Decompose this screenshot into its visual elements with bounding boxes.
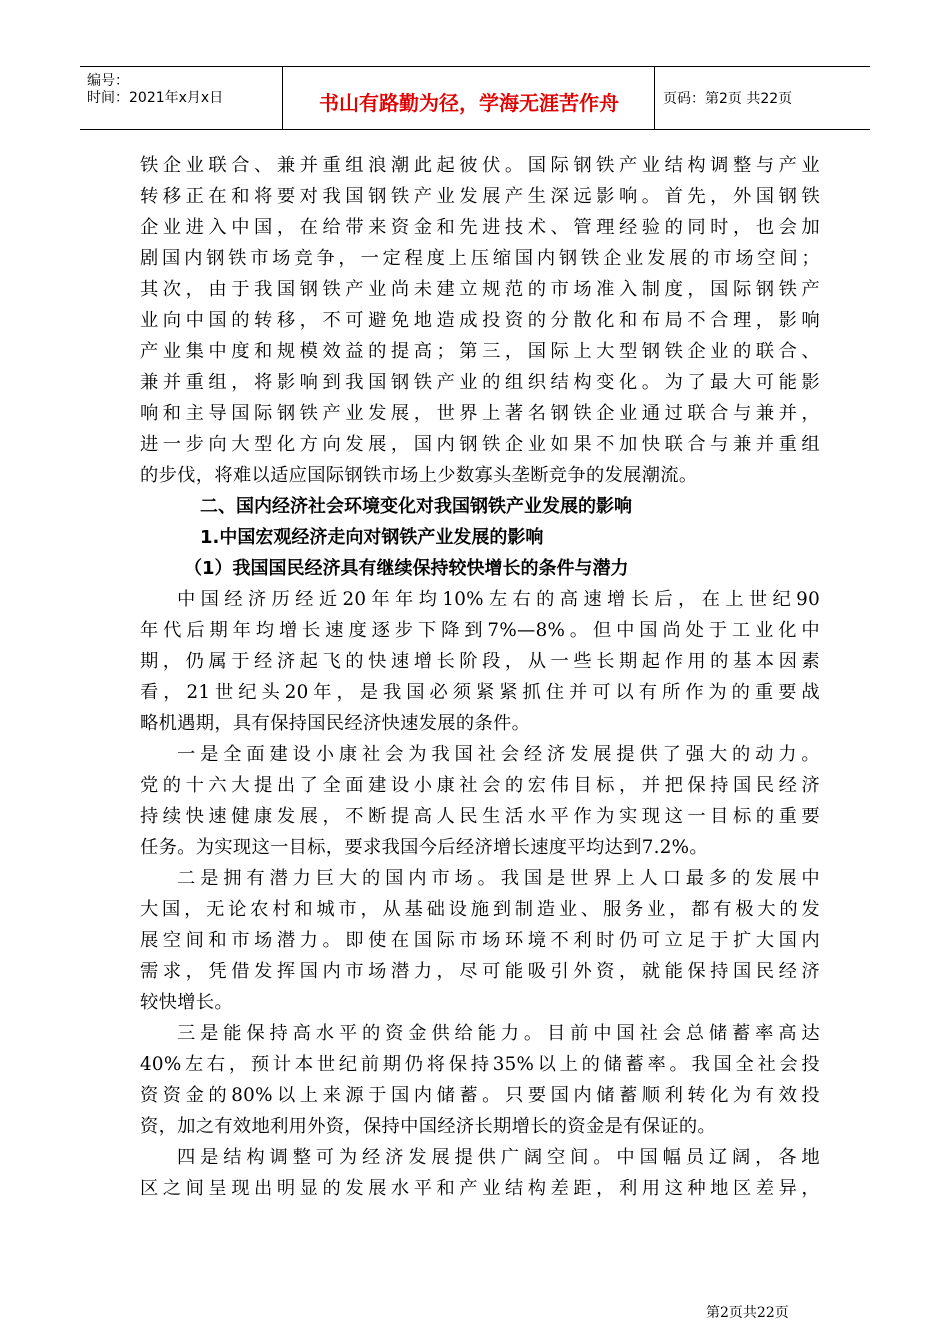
text-line: 需求，凭借发挥国内市场潜力，尽可能吸引外资，就能保持国民经济 <box>140 961 820 982</box>
text-line: 其次，由于我国钢铁产业尚未建立规范的市场准入制度，国际钢铁产 <box>140 279 820 300</box>
paragraph-4 <box>140 863 820 1018</box>
paragraph-2 <box>140 584 820 739</box>
header-table <box>80 66 870 130</box>
text-line: 企业进入中国，在给带来资金和先进技术、管理经验的同时，也会加 <box>140 217 820 238</box>
text-line: 期，仍属于经济起飞的快速增长阶段，从一些长期起作用的基本因素 <box>140 651 820 672</box>
paragraph-3 <box>140 739 820 863</box>
text-line: 任务。为实现这一目标，要求我国今后经济增长速度平均达到7.2%。 <box>140 837 708 858</box>
text-line: 三是能保持高水平的资金供给能力。目前中国社会总储蓄率高达 <box>177 1023 820 1044</box>
text-line: 略机遇期，具有保持国民经济快速发展的条件。 <box>140 713 531 734</box>
text-line: 展空间和市场潜力。即使在国际市场环境不利时仍可立足于扩大国内 <box>140 930 820 951</box>
text-line: 业向中国的转移，不可避免地造成投资的分散化和布局不合理，影响 <box>140 310 820 331</box>
document-body <box>140 150 820 1204</box>
text-line: 四是结构调整可为经济发展提供广阔空间。中国幅员辽阔，各地 <box>177 1147 820 1168</box>
text-line: 区之间呈现出明显的发展水平和产业结构差距，利用这种地区差异， <box>140 1178 820 1199</box>
subsubsection-heading: （1）我国国民经济具有继续保持较快增长的条件与潜力 <box>184 558 629 579</box>
text-line: 二是拥有潜力巨大的国内市场。我国是世界上人口最多的发展中 <box>177 868 820 889</box>
text-line: 持续快速健康发展，不断提高人民生活水平作为实现这一目标的重要 <box>140 806 820 827</box>
paragraph-5 <box>140 1018 820 1142</box>
text-line: 资资金的80%以上来源于国内储蓄。只要国内储蓄顺利转化为有效投 <box>140 1085 820 1106</box>
text-line: 大国，无论农村和城市，从基础设施到制造业、服务业，都有极大的发 <box>140 899 820 920</box>
text-line: 年代后期年均增长速度逐步下降到7%—8%。但中国尚处于工业化中 <box>140 620 820 641</box>
text-line: 资，加之有效地利用外资，保持中国经济长期增长的资金是有保证的。 <box>140 1116 717 1137</box>
text-line: 产业集中度和规模效益的提高；第三，国际上大型钢铁企业的联合、 <box>140 341 820 362</box>
text-line: 响和主导国际钢铁产业发展，世界上著名钢铁企业通过联合与兼并， <box>140 403 820 424</box>
text-line: 较快增长。 <box>140 992 233 1013</box>
text-line: 剧国内钢铁市场竞争，一定程度上压缩国内钢铁企业发展的市场空间； <box>140 248 820 269</box>
header-info-cell <box>80 67 283 129</box>
text-line: 一是全面建设小康社会为我国社会经济发展提供了强大的动力。 <box>177 744 820 765</box>
header-motto-cell <box>283 67 655 129</box>
document-number-label: 编号： <box>87 73 129 89</box>
text-line: 40%左右，预计本世纪前期仍将保持35%以上的储蓄率。我国全社会投 <box>140 1054 820 1075</box>
text-line: 铁企业联合、兼并重组浪潮此起彼伏。国际钢铁产业结构调整与产业 <box>140 155 820 176</box>
text-line: 进一步向大型化方向发展，国内钢铁企业如果不加快联合与兼并重组 <box>140 434 820 455</box>
paragraph-1 <box>140 150 820 491</box>
header-page-cell <box>655 67 870 129</box>
subsection-heading: 1.中国宏观经济走向对钢铁产业发展的影响 <box>200 527 544 548</box>
text-line: 的步伐，将难以适应国际钢铁市场上少数寡头垄断竞争的发展潮流。 <box>140 465 698 486</box>
header-page-number: 页码：第2页 共22页 <box>663 91 793 107</box>
text-line: 看，21世纪头20年，是我国必须紧紧抓住并可以有所作为的重要战 <box>140 682 820 703</box>
date-label: 时间：2021年x月x日 <box>87 90 224 106</box>
text-line: 兼并重组，将影响到我国钢铁产业的组织结构变化。为了最大可能影 <box>140 372 820 393</box>
section-heading: 二、国内经济社会环境变化对我国钢铁产业发展的影响 <box>200 496 632 517</box>
footer-page-number: 第2页共22页 <box>706 1305 789 1321</box>
text-line: 党的十六大提出了全面建设小康社会的宏伟目标，并把保持国民经济 <box>140 775 820 796</box>
text-line: 中国经济历经近20年年均10%左右的高速增长后，在上世纪90 <box>177 589 820 610</box>
header-motto: 书山有路勤为径，学海无涯苦作舟 <box>319 91 619 115</box>
paragraph-6 <box>140 1142 820 1204</box>
text-line: 转移正在和将要对我国钢铁产业发展产生深远影响。首先，外国钢铁 <box>140 186 820 207</box>
